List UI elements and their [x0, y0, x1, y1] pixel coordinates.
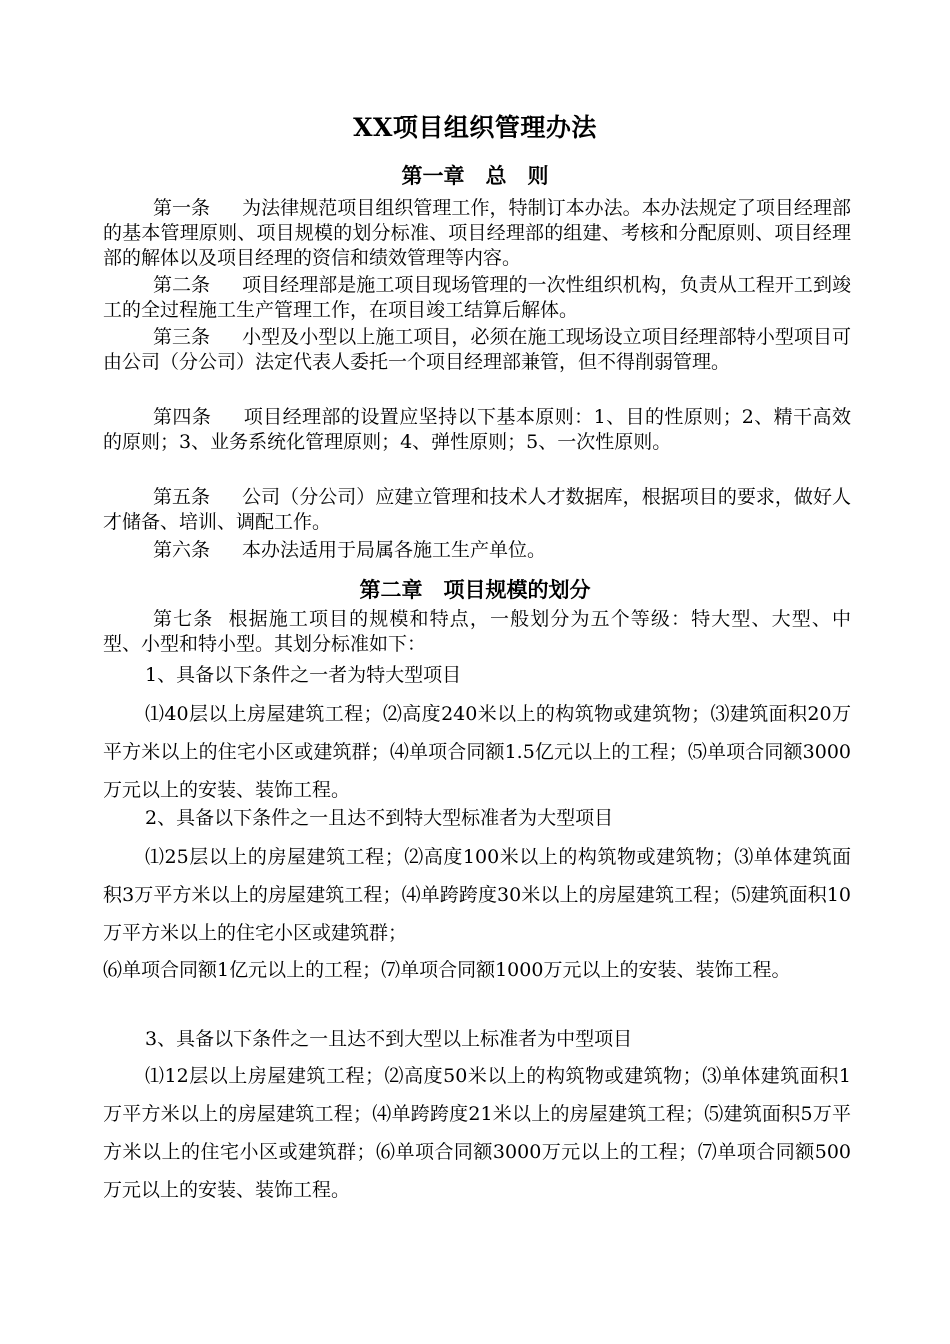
level-2-heading: 2、具备以下条件之一且达不到特大型标准者为大型项目 — [145, 807, 614, 829]
article-5-label: 第五条 — [153, 486, 211, 508]
article-3-label: 第三条 — [153, 326, 211, 348]
chapter-1-heading: 第一章 总 则 — [401, 163, 549, 188]
article-4-text: 项目经理部的设置应坚持以下基本原则：1、目的性原则；2、精干高效的原则；3、业务系统化管理原则；4、弹性原则；5、一次性原则。 — [103, 406, 851, 453]
level-1-criteria: ⑴40层以上房屋建筑工程；⑵高度240米以上的构筑物或建筑物；⑶建筑面积20万平方米以上的住宅小区或建筑群；⑷单项合同额1.5亿元以上的工程；⑸单项合同额3000万元以上的安装、装饰工程。 — [103, 703, 851, 801]
article-3-text: 小型及小型以上施工项目，必须在施工现场设立项目经理部特小型项目可由公司（分公司）法定代表人委托一个项目经理部兼管，但不得削弱管理。 — [103, 326, 851, 373]
chapter-2-heading: 第二章 项目规模的划分 — [359, 577, 591, 602]
article-5 — [103, 485, 851, 535]
document-title: XX项目组织管理办法 — [353, 113, 597, 142]
article-2-text: 项目经理部是施工项目现场管理的一次性组织机构，负责从工程开工到竣工的全过程施工生产管理工作，在项目竣工结算后解体。 — [103, 274, 851, 321]
level-2-criteria: ⑴25层以上的房屋建筑工程；⑵高度100米以上的构筑物或建筑物；⑶单体建筑面积3万平方米以上的房屋建筑工程；⑷单跨跨度30米以上的房屋建筑工程；⑸建筑面积10万平方米以上的住宅小区或建筑群； — [103, 846, 851, 944]
article-7-text: 根据施工项目的规模和特点，一般划分为五个等级：特大型、大型、中型、小型和特小型。其划分标准如下： — [103, 608, 851, 655]
level-3-criteria: ⑴12层以上房屋建筑工程；⑵高度50米以上的构筑物或建筑物；⑶单体建筑面积1万平方米以上的房屋建筑工程；⑷单跨跨度21米以上的房屋建筑工程；⑸建筑面积5万平方米以上的住宅小区或建筑群；⑹单项合同额3000万元以上的工程；⑺单项合同额500万元以上的安装、装饰工程。 — [103, 1065, 851, 1201]
article-1-text: 为法律规范项目组织管理工作，特制订本办法。本办法规定了项目经理部的基本管理原则、项目规模的划分标准、项目经理部的组建、考核和分配原则、项目经理部的解体以及项目经理的资信和绩效管理等内容。 — [103, 197, 851, 269]
level-1-heading: 1、具备以下条件之一者为特大型项目 — [145, 664, 462, 686]
article-6-label: 第六条 — [153, 539, 211, 561]
article-1-label: 第一条 — [153, 197, 211, 219]
level-3-heading: 3、具备以下条件之一且达不到大型以上标准者为中型项目 — [145, 1028, 633, 1050]
article-2-label: 第二条 — [153, 274, 211, 296]
article-3 — [103, 325, 851, 375]
article-1 — [103, 196, 851, 271]
article-6-text: 本办法适用于局属各施工生产单位。 — [242, 539, 547, 561]
article-6 — [103, 538, 851, 563]
article-4 — [103, 405, 851, 455]
article-4-label: 第四条 — [153, 406, 212, 428]
level-2-criteria-continued: ⑹单项合同额1亿元以上的工程；⑺单项合同额1000万元以上的安装、装饰工程。 — [103, 959, 791, 981]
article-2 — [103, 273, 851, 323]
article-5-text: 公司（分公司）应建立管理和技术人才数据库，根据项目的要求，做好人才储备、培训、调配工作。 — [103, 486, 851, 533]
article-7-label: 第七条 — [153, 608, 214, 630]
article-7 — [103, 607, 851, 657]
